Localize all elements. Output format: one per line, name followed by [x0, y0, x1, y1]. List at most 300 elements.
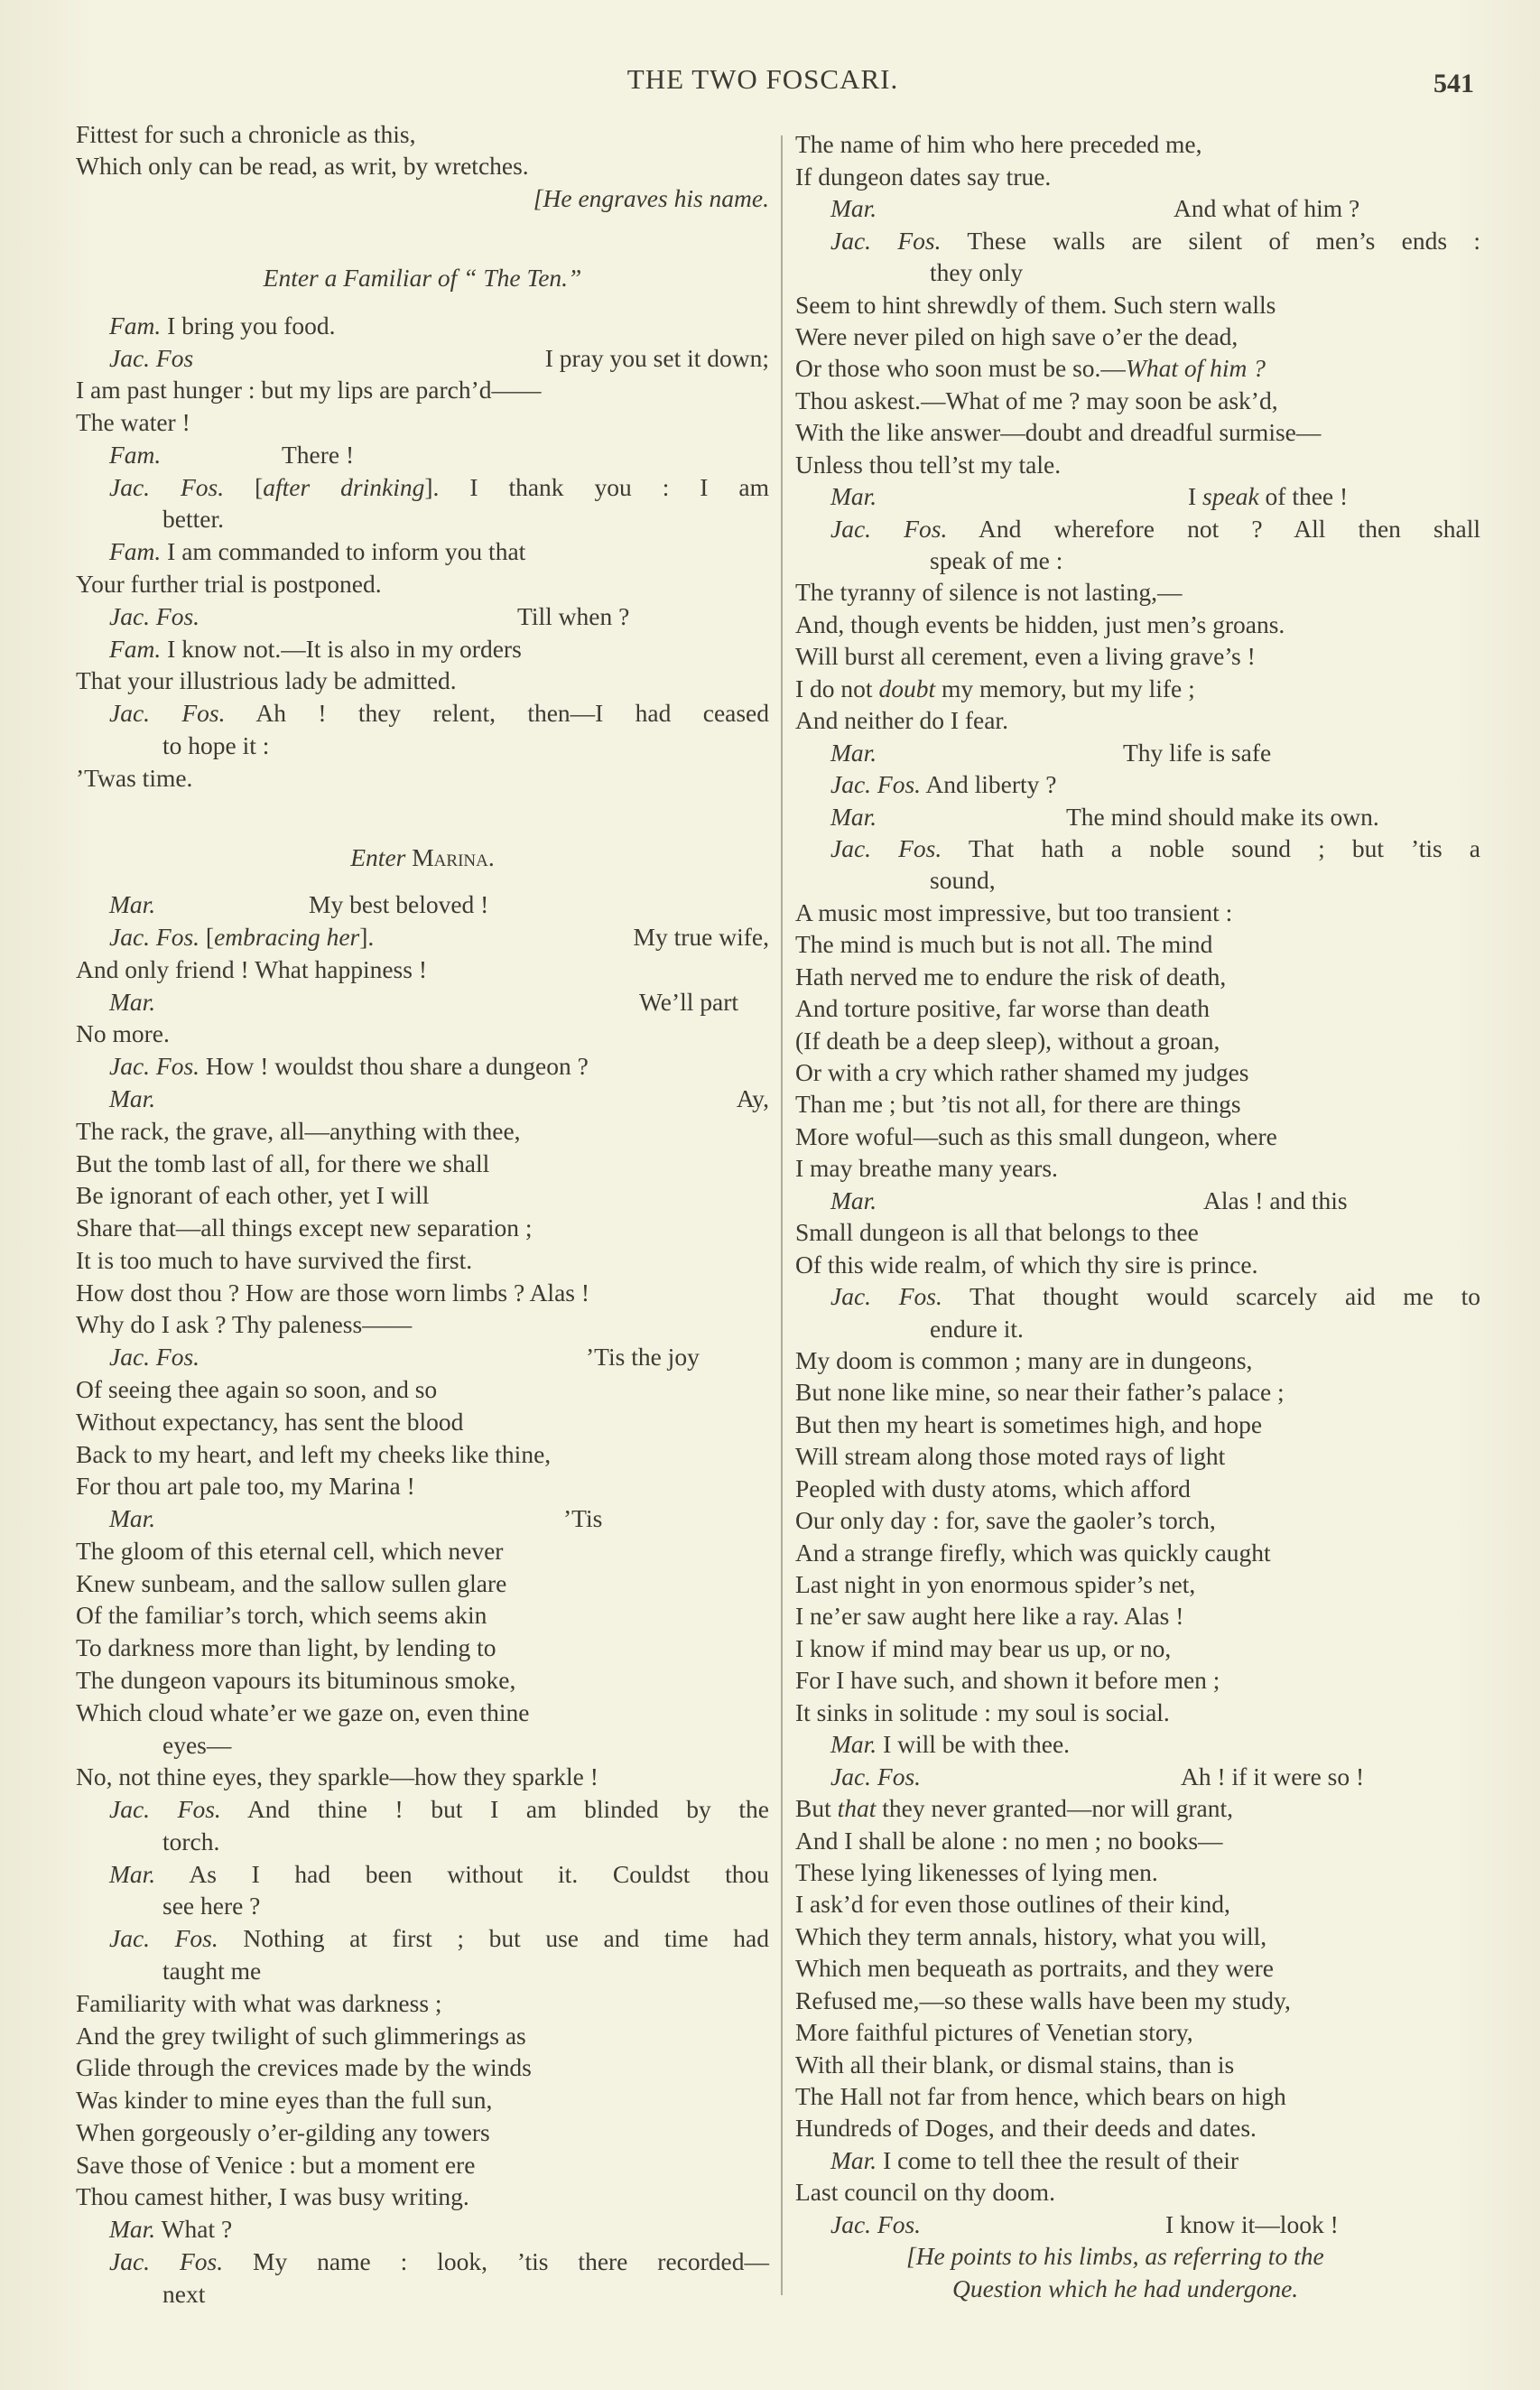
- line-text: Which men bequeath as portraits, and they were: [795, 1954, 1274, 1983]
- line-text: Knew sunbeam, and the sallow sullen glare: [76, 1568, 507, 1597]
- stage-direction: [795, 2240, 1480, 2273]
- verse-line: [76, 2051, 769, 2084]
- line-text: Refused me,—so these walls have been my study,: [795, 1985, 1291, 2014]
- speech-line: [76, 921, 769, 953]
- verse-line: [76, 1277, 769, 1309]
- justified-line: [109, 1793, 769, 1826]
- line-text: The tyranny of silence is not lasting,—: [795, 578, 1183, 607]
- line-text: And thine ! but I am blinded by the: [246, 1795, 770, 1824]
- speaker-name: Jac. Fos.: [109, 699, 226, 728]
- line-text: Thou camest hither, I was busy writing.: [76, 2182, 469, 2211]
- line-text: There !: [282, 440, 355, 469]
- line-text: sound,: [930, 866, 996, 895]
- verse-line: [76, 1761, 769, 1793]
- speech-line: [76, 986, 769, 1018]
- speaker-name: Jac. Fos.: [109, 2246, 224, 2275]
- line-text: For thou art pale too, my Marina !: [76, 1472, 415, 1501]
- line-text: The gloom of this eternal cell, which never: [76, 1536, 504, 1565]
- line-text: Thy life is safe: [1123, 738, 1272, 767]
- line-text: I know if mind may bear us up, or no,: [795, 1633, 1172, 1662]
- line-text: That your illustrious lady be admitted.: [76, 666, 457, 695]
- line-text: I pray you set it down;: [544, 343, 769, 372]
- line-text: And only friend ! What happiness !: [76, 954, 427, 983]
- verse-line: [76, 1438, 769, 1471]
- verse-line: [76, 406, 769, 439]
- line-text: Of this wide realm, of which thy sire is prince.: [795, 1250, 1258, 1279]
- speaker-name: Jac. Fos.: [109, 601, 200, 630]
- verse-line: [795, 1025, 1480, 1057]
- verse-line: [76, 1470, 769, 1502]
- line-text: I am commanded to inform you that: [167, 537, 526, 566]
- speaker-name: Mar.: [830, 802, 877, 831]
- line-text: That thought would scarcely aid me to: [969, 1282, 1480, 1311]
- verse-line: [795, 128, 1480, 161]
- shared-half-line: [737, 1083, 769, 1115]
- line-text: Which only can be read, as writ, by wretches.: [76, 152, 529, 181]
- verse-line: [76, 1535, 769, 1567]
- justified-line: [830, 832, 1480, 865]
- speech-line: [76, 2246, 769, 2278]
- verse-line: [795, 1313, 1480, 1345]
- line-text: they only: [930, 258, 1024, 287]
- verse-line: [795, 416, 1480, 449]
- verse-line: [76, 953, 769, 986]
- verse-line: [76, 1987, 769, 2020]
- verse-line: [795, 1473, 1480, 1505]
- verse-line: [795, 1888, 1480, 1920]
- speech-line: [795, 225, 1480, 257]
- verse-line: [795, 2080, 1480, 2113]
- verse-line: [76, 374, 769, 406]
- verse-line: [76, 1115, 769, 1148]
- verse-line: [76, 2116, 769, 2149]
- verse-line: [76, 2278, 769, 2311]
- line-text: And a strange firefly, which was quickly caught: [795, 1538, 1271, 1567]
- verse-line: [795, 1152, 1480, 1185]
- line-text: Hundreds of Doges, and their deeds and dates.: [795, 2114, 1257, 2143]
- italic-text: speak: [1202, 482, 1259, 511]
- verse-line: [795, 961, 1480, 993]
- line-text: My true wife,: [633, 923, 769, 952]
- speaker-name: Mar.: [830, 482, 877, 511]
- speech-line: [76, 633, 769, 665]
- line-text: Of seeing thee again so soon, and so: [76, 1375, 438, 1403]
- speaker-name: Mar.: [109, 890, 156, 919]
- italic-text: doubt: [878, 674, 936, 702]
- verse-line: [795, 289, 1480, 321]
- line-text: The name of him who here preceded me,: [795, 130, 1202, 159]
- stage-direction: [76, 182, 769, 215]
- verse-line: [76, 1632, 769, 1664]
- verse-line: [76, 1212, 769, 1244]
- speech-line: [76, 600, 769, 633]
- line-text: With the like answer—doubt and dreadful surmise—: [795, 418, 1322, 447]
- speaker-name: Fam.: [109, 537, 162, 566]
- verse-line: [76, 1179, 769, 1212]
- line-text: Fittest for such a chronicle as this,: [76, 119, 416, 148]
- line-text: Were never piled on high save o’er the dead,: [795, 321, 1238, 350]
- line-text: I ne’er saw aught here like a ray. Alas !: [795, 1602, 1184, 1631]
- line-text: speak of me :: [930, 546, 1063, 574]
- speech-line: [76, 342, 769, 375]
- line-text: And I shall be alone : no men ; no books—: [795, 1826, 1223, 1855]
- speaker-name: Jac. Fos.: [830, 514, 948, 543]
- verse-line: [795, 1697, 1480, 1729]
- stage-direction: [795, 2273, 1480, 2305]
- verse-line: [795, 1537, 1480, 1569]
- line-text: It is too much to have survived the first.: [76, 1245, 473, 1274]
- shared-half-line: [517, 600, 629, 633]
- verse-line: [795, 1568, 1480, 1601]
- line-text: Our only day : for, save the gaoler’s torch,: [795, 1506, 1216, 1535]
- stage-heading: [76, 842, 769, 874]
- line-text: Hath nerved me to endure the risk of death,: [795, 962, 1227, 990]
- speech-line: [795, 737, 1480, 769]
- speech-line: [795, 513, 1480, 545]
- verse-line: [795, 161, 1480, 193]
- verse-line: [76, 1244, 769, 1277]
- speaker-name: Jac. Fos.: [830, 770, 922, 799]
- line-text: I know it—look !: [1165, 2209, 1339, 2238]
- line-text: But: [795, 1794, 838, 1823]
- line-text: My name : look, ’tis there recorded—: [253, 2246, 769, 2275]
- justified-line: [109, 471, 769, 504]
- verse-line: [795, 544, 1480, 577]
- shared-half-line: [1123, 737, 1271, 769]
- line-text: I ask’d for even those outlines of their kind,: [795, 1890, 1230, 1919]
- italic-text: Enter: [350, 842, 406, 871]
- line-text: No more.: [76, 1019, 170, 1048]
- line-text: I come to tell thee the result of their: [883, 2145, 1239, 2174]
- verse-line: [795, 449, 1480, 481]
- line-text: But none like mine, so near their father’s palace ;: [795, 1378, 1285, 1407]
- speaker-name: Jac. Fos.: [109, 1924, 218, 1953]
- line-text: As I had been without it. Couldst thou: [189, 1859, 769, 1888]
- verse-line: [795, 928, 1480, 961]
- verse-line: [76, 2181, 769, 2213]
- line-text: I may breathe many years.: [795, 1154, 1058, 1183]
- line-text: Ah ! if it were so !: [1181, 1762, 1365, 1790]
- line-text: My best beloved !: [309, 890, 489, 919]
- verse-line: [795, 576, 1480, 609]
- line-text: The rack, the grave, all—anything with thee,: [76, 1116, 521, 1145]
- line-text: Which they term annals, history, what you will,: [795, 1921, 1267, 1950]
- speaker-name: Jac. Fos.: [830, 833, 942, 862]
- verse-line: [76, 665, 769, 697]
- verse-line: [795, 1088, 1480, 1121]
- speaker-name: Mar.: [109, 987, 156, 1016]
- line-text: And liberty ?: [925, 770, 1057, 799]
- shared-half-line: [1165, 2209, 1339, 2241]
- line-text: Share that—all things except new separation ;: [76, 1214, 533, 1242]
- line-text: torch.: [162, 1827, 220, 1855]
- verse-line: [795, 1920, 1480, 1953]
- line-text: The water !: [76, 408, 190, 437]
- speaker-name: Mar.: [830, 738, 877, 767]
- speaker-name: Mar.: [830, 1730, 877, 1759]
- line-text: I will be with thee.: [883, 1730, 1071, 1759]
- speaker-name: Jac. Fos.: [830, 1762, 922, 1790]
- line-text: of thee !: [1258, 482, 1349, 511]
- line-text: And, though events be hidden, just men’s groans.: [795, 609, 1285, 638]
- verse-line: [795, 1121, 1480, 1153]
- shared-half-line: [563, 1502, 602, 1535]
- stage-heading: [76, 262, 769, 294]
- line-text: (If death be a deep sleep), without a groan,: [795, 1026, 1220, 1055]
- line-text: What ?: [161, 2215, 233, 2244]
- line-text: Which cloud whate’er we gaze on, even thine: [76, 1697, 530, 1726]
- line-text: But then my heart is sometimes high, and hope: [795, 1409, 1263, 1438]
- speaker-name: Mar.: [830, 194, 877, 223]
- verse-line: [76, 730, 769, 762]
- line-text: better.: [162, 505, 224, 534]
- justified-line: [109, 1922, 769, 1955]
- verse-line: [795, 1856, 1480, 1889]
- line-text: ’Tis the joy: [586, 1343, 700, 1372]
- verse-line: [795, 1952, 1480, 1985]
- verse-line: [76, 1148, 769, 1180]
- line-text: For I have such, and shown it before men ;: [795, 1666, 1220, 1695]
- line-text: The Hall not far from hence, which bears on high: [795, 2082, 1286, 2110]
- verse-line: [795, 352, 1480, 385]
- line-text: ’Tis: [563, 1504, 603, 1533]
- verse-line: [795, 1056, 1480, 1089]
- line-text: Will burst all cerement, even a living grave’s !: [795, 642, 1256, 671]
- line-text: to hope it :: [162, 730, 270, 759]
- line-text: Why do I ask ? Thy paleness——: [76, 1310, 413, 1339]
- shared-half-line: [1174, 192, 1359, 225]
- line-text: [: [255, 472, 264, 501]
- verse-line: [76, 1697, 769, 1729]
- verse-line: [795, 1344, 1480, 1377]
- line-text: Unless thou tell’st my tale.: [795, 450, 1062, 479]
- line-text: These walls are silent of men’s ends :: [967, 226, 1480, 255]
- verse-line: [795, 1504, 1480, 1537]
- justified-line: [109, 697, 769, 730]
- verse-line: [795, 1632, 1480, 1665]
- verse-line: [76, 2149, 769, 2181]
- line-text: I know not.—It is also in my orders: [167, 634, 522, 663]
- italic-text: that: [837, 1794, 877, 1823]
- line-text: No, not thine eyes, they sparkle—how they sparkle !: [76, 1762, 598, 1791]
- line-text: Thou askest.—What of me ? may soon be ask’d,: [795, 386, 1278, 414]
- speech-line: [795, 192, 1480, 225]
- verse-line: [76, 1826, 769, 1858]
- line-text: Peopled with dusty atoms, which afford: [795, 1474, 1191, 1502]
- line-text: The dungeon vapours its bituminous smoke,: [76, 1665, 516, 1694]
- verse-line: [76, 1599, 769, 1632]
- speech-line: [795, 1728, 1480, 1761]
- line-text: see here ?: [162, 1892, 261, 1920]
- speech-line: [795, 768, 1480, 801]
- line-text: When gorgeously o’er-gilding any towers: [76, 2117, 490, 2146]
- line-text: And wherefore not ? All then shall: [978, 514, 1480, 543]
- italic-text: embracing her: [214, 923, 360, 952]
- speaker-name: Jac. Fos.: [109, 1052, 200, 1081]
- speaker-name: Fam.: [109, 311, 162, 339]
- line-text: My doom is common ; many are in dungeons,: [795, 1345, 1253, 1374]
- speech-line: [795, 1280, 1480, 1313]
- verse-line: [76, 1890, 769, 1922]
- italic-text: after drinking: [263, 472, 425, 501]
- column-divider: [781, 135, 783, 2295]
- shared-half-line: [545, 342, 769, 375]
- line-text: If dungeon dates say true.: [795, 162, 1052, 191]
- line-text: I: [1188, 482, 1203, 511]
- line-text: Of the familiar’s torch, which seems akin: [76, 1601, 487, 1630]
- verse-line: [76, 503, 769, 535]
- speech-line: [795, 1761, 1480, 1793]
- verse-line: [76, 1955, 769, 1987]
- verse-line: [795, 2049, 1480, 2081]
- speaker-name: Fam.: [109, 634, 162, 663]
- verse-line: [76, 2084, 769, 2116]
- speaker-name: Mar.: [109, 1504, 156, 1533]
- line-text: I am past hunger : but my lips are parch’d——: [76, 376, 542, 405]
- italic-text: What of him ?: [1125, 354, 1266, 383]
- speech-line: [76, 2213, 769, 2246]
- line-text: Will stream along those moted rays of light: [795, 1442, 1226, 1471]
- speech-line: [76, 888, 769, 921]
- verse-line: [795, 704, 1480, 737]
- shared-half-line: [634, 921, 769, 953]
- line-text: Small dungeon is all that belongs to thee: [795, 1218, 1199, 1247]
- justified-line: [830, 225, 1480, 257]
- verse-line: [76, 1373, 769, 1406]
- speech-line: [795, 2209, 1480, 2241]
- verse-line: [76, 762, 769, 795]
- verse-line: [795, 897, 1480, 929]
- line-text: Or with a cry which rather shamed my judges: [795, 1058, 1249, 1086]
- verse-line: [76, 1308, 769, 1341]
- justified-line: [109, 1858, 769, 1891]
- shared-half-line: [1181, 1761, 1364, 1793]
- speaker-name: Fam.: [109, 440, 162, 469]
- verse-line: [795, 256, 1480, 289]
- line-text: my memory, but my life ;: [935, 674, 1195, 702]
- line-text: And torture positive, far worse than death: [795, 994, 1210, 1023]
- right-column: [795, 0, 1480, 2390]
- line-text: Your further trial is postponed.: [76, 569, 382, 598]
- line-text: Without expectancy, has sent the blood: [76, 1407, 464, 1436]
- line-text: How ! wouldst thou share a dungeon ?: [205, 1052, 589, 1081]
- speech-line: [76, 1502, 769, 1535]
- line-text: taught me: [162, 1956, 262, 1985]
- line-text: endure it.: [930, 1314, 1024, 1343]
- line-text: And neither do I fear.: [795, 706, 1008, 735]
- line-text: To darkness more than light, by lending to: [76, 1633, 496, 1662]
- line-text: Last night in yon enormous spider’s net,: [795, 1570, 1196, 1598]
- verse-line: [795, 609, 1480, 641]
- line-text: But the tomb last of all, for there we shall: [76, 1149, 490, 1177]
- verse-line: [795, 1600, 1480, 1632]
- italic-text: [He engraves his name.: [533, 184, 769, 213]
- line-text: Last council on thy doom.: [795, 2178, 1055, 2207]
- verse-line: [795, 992, 1480, 1025]
- speech-line: [76, 1858, 769, 1891]
- line-text: Or those who soon must be so.—: [795, 354, 1126, 383]
- verse-line: [795, 1792, 1480, 1825]
- verse-line: [76, 1018, 769, 1050]
- line-text: Nothing at first ; but use and time had: [243, 1924, 770, 1953]
- speech-line: [76, 1341, 769, 1373]
- line-text: The mind should make its own.: [1066, 802, 1379, 831]
- page-title: THE TWO FOSCARI.: [626, 63, 899, 95]
- line-text: Be ignorant of each other, yet I will: [76, 1181, 430, 1210]
- speech-line: [76, 1922, 769, 1955]
- line-text: [: [205, 923, 215, 952]
- verse-line: [795, 1440, 1480, 1473]
- line-text: A music most impressive, but too transient :: [795, 897, 1233, 926]
- italic-text: Enter a Familiar of “ The Ten.”: [263, 264, 582, 293]
- verse-line: [795, 385, 1480, 417]
- verse-line: [76, 150, 769, 182]
- verse-line: [795, 2176, 1480, 2209]
- line-text: And the grey twilight of such glimmerings as: [76, 2021, 526, 2050]
- speech-line: [76, 1050, 769, 1083]
- line-text: More faithful pictures of Venetian story,: [795, 2018, 1193, 2047]
- verse-line: [795, 2016, 1480, 2049]
- line-text: More woful—such as this small dungeon, where: [795, 1121, 1277, 1150]
- line-text: Ay,: [736, 1084, 769, 1113]
- shared-half-line: [1188, 480, 1348, 513]
- line-text: The mind is much but is not all. The mind: [795, 930, 1213, 959]
- line-text: eyes—: [162, 1730, 232, 1759]
- line-text: I do not: [795, 674, 879, 702]
- speech-line: [76, 471, 769, 504]
- verse-line: [795, 1376, 1480, 1409]
- verse-line: [76, 568, 769, 600]
- verse-line: [76, 118, 769, 151]
- speech-line: [76, 1793, 769, 1826]
- speech-line: [76, 439, 769, 471]
- verse-line: [795, 1825, 1480, 1857]
- verse-line: [795, 321, 1480, 353]
- shared-half-line: [309, 888, 488, 921]
- speaker-name: Jac. Fos.: [830, 2209, 922, 2238]
- line-text: Glide through the crevices made by the winds: [76, 2053, 532, 2082]
- speaker-name: Mar.: [109, 1084, 156, 1113]
- verse-line: [76, 1729, 769, 1762]
- line-text: Alas ! and this: [1203, 1186, 1348, 1214]
- shared-half-line: [639, 986, 738, 1018]
- speaker-name: Jac. Fos.: [830, 1282, 942, 1311]
- line-text: Was kinder to mine eyes than the full sun,: [76, 2086, 493, 2115]
- line-text: We’ll part: [639, 987, 739, 1016]
- line-text: Familiarity with what was darkness ;: [76, 1988, 442, 2017]
- verse-line: [795, 1409, 1480, 1441]
- speaker-name: Mar.: [830, 1186, 877, 1214]
- speech-line: [795, 801, 1480, 833]
- speech-line: [795, 2144, 1480, 2177]
- justified-line: [830, 513, 1480, 545]
- line-text: I bring you food.: [167, 311, 336, 339]
- line-text: Save those of Venice : but a moment ere: [76, 2150, 476, 2179]
- shared-half-line: [1203, 1185, 1348, 1217]
- verse-line: [795, 864, 1480, 897]
- line-text: Ah ! they relent, then—I had ceased: [255, 699, 770, 728]
- line-text: ].: [359, 923, 375, 952]
- speech-line: [76, 310, 769, 342]
- line-text: they never granted—nor will grant,: [876, 1794, 1233, 1823]
- speaker-name: Mar.: [109, 1859, 156, 1888]
- verse-line: [76, 1406, 769, 1438]
- line-text: next: [162, 2279, 206, 2308]
- line-text: ]. I thank you : I am: [424, 472, 769, 501]
- line-text: That hath a noble sound ; but ’tis a: [968, 833, 1480, 862]
- italic-text: [He points to his limbs, as referring to the: [906, 2242, 1324, 2271]
- verse-line: [76, 1664, 769, 1697]
